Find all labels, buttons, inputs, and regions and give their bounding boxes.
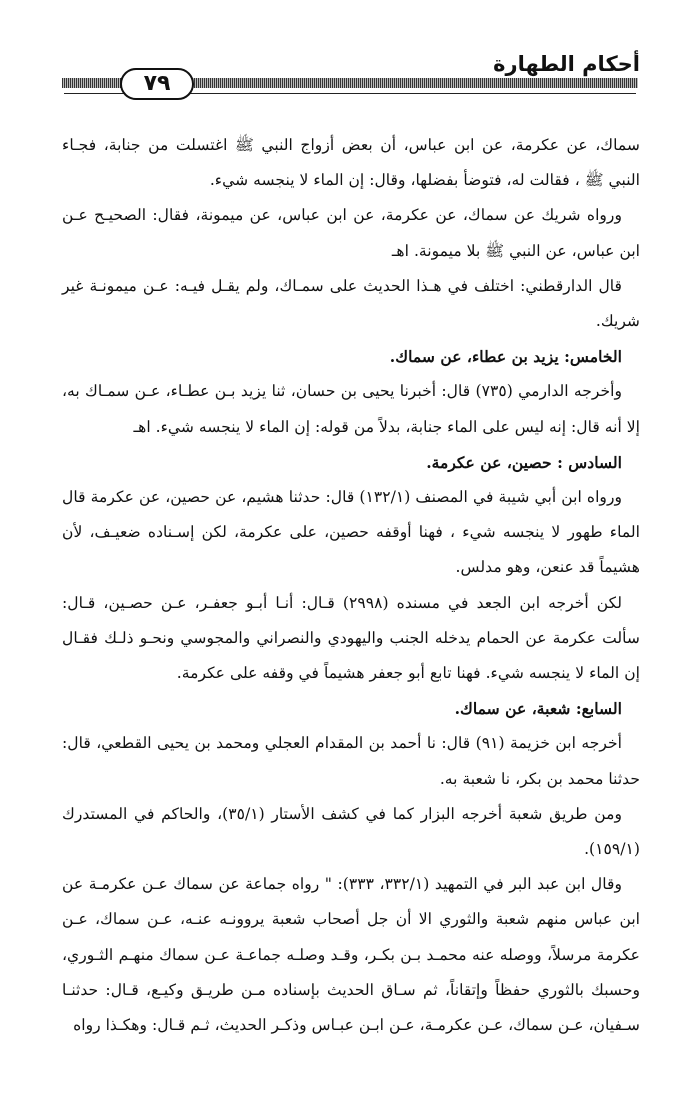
page-body [62, 128, 640, 1043]
paragraph: ومن طريق شعبة أخرجه البزار كما في كشف الأستار (٣٥/١)، والحاكم في المستدرك (١٥٩/١). [62, 804, 640, 859]
book-title: أحكام الطهارة [493, 52, 640, 76]
paragraph: قال الدارقطني: اختلف في هـذا الحديث على سمـاك، ولم يقـل فيـه: عـن ميمونـة غير شريك. [62, 276, 640, 331]
section-heading: السابع: شعبة، عن سماك. [454, 699, 622, 719]
page-header [0, 0, 698, 110]
section-heading: الخامس: يزيد بن عطاء، عن سماك. [389, 347, 622, 367]
paragraph: وأخرجه الدارمي (٧٣٥) قال: أخبرنا يحيى بن حسان، ثنا يزيد بـن عطـاء، عـن سمـاك به، إلا أنه قال: إنه ليس على الماء جنابة، بدلاً من قوله: إن الماء لا ينجسه شيء. اهـ [62, 382, 640, 436]
paragraph: أخرجه ابن خزيمة (٩١) قال: نا أحمد بن المقدام العجلي ومحمد بن يحيى القطعي، قال: حدثنا محمد بن بكر، نا شعبة به. [62, 734, 640, 788]
page-number: ٧٩ [120, 68, 194, 100]
section-heading: السادس : حصين، عن عكرمة. [426, 452, 622, 472]
paragraph: ورواه ابن أبي شيبة في المصنف (١٣٢/١) قال: حدثنا هشيم، عن حصين، عن عكرمة قال الماء طهور لا ينجسه شيء ، فهنا أوقفه حصين، على عكرمة، لكن إسـناده ضعيـف، لأن هشيماً قد عنعن، وهو مدلس. [62, 488, 640, 577]
paragraph: ورواه شريك عن سماك، عن عكرمة، عن ابن عباس، عن ميمونة، فقال: الصحيـح عـن ابن عباس، عن النبي ﷺ بلا ميمونة. اهـ [62, 206, 640, 260]
paragraph: لكن أخرجه ابن الجعد في مسنده (٢٩٩٨) قـال: أنـا أبـو جعفـر، عـن حصـين، قـال: سألت عكرمة عن الحمام يدخله الجنب واليهودي والنصراني والمجوسي ونحـو ذلـك فقـال إن الماء لا ينجسه شيء. فهنا تابع أبو جعفر هشيماً في وقفه على عكرمة. [62, 593, 640, 683]
paragraph: سماك، عن عكرمة، عن ابن عباس، أن بعض أزواج النبي ﷺ اغتسلت من جنابة، فجـاء النبي ﷺ ، فقالت له، فتوضأ بفضلها، وقال: إن الماء لا ينجسه شيء. [62, 136, 640, 190]
paragraph: وقال ابن عبد البر في التمهيد (٣٣٢/١، ٣٣٣): " رواه جماعة عن سماك عـن عكرمـة عن ابن عباس منهم شعبة والثوري الا أن جل أصحاب شعبة يروونـه عنـه، عـن سماك، عـن عكرمة مرسلاً، ووصله عنه محمـد بـن بكـر، وقـد وصلـه جماعـة عـن سماك منهـم الثـوري، وحسبك بالثوري حفظاً وإتقاناً، ثم سـاق الحديث بإسناده مـن طريـق وكيـع، قـال: حدثنـا سـفيان، عـن سماك، عـن عكرمـة، عـن ابـن عبـاس وذكـر الحديث، ثـم قـال: وهكـذا رواه [62, 875, 640, 1035]
